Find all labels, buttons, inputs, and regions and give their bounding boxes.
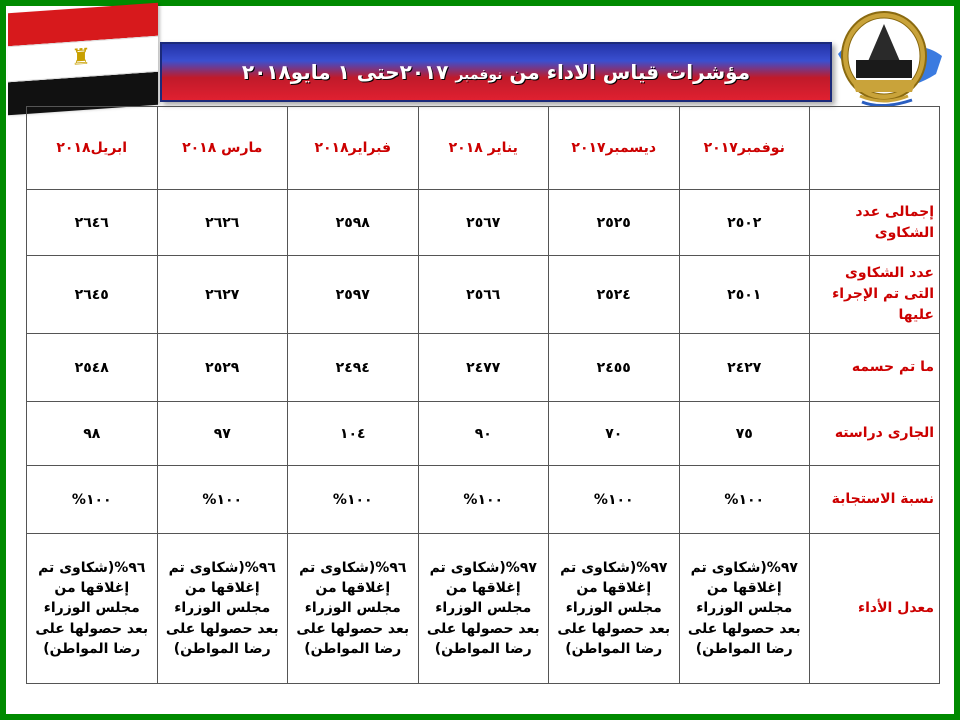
egypt-flag-image	[8, 3, 158, 113]
month-header: نوفمبر٢٠١٧	[679, 107, 810, 190]
table-cell: ٩٨	[27, 402, 158, 466]
table-cell: ٩٧%(شكاوى تم إغلاقها من مجلس الوزراء بعد حصولها على رضا المواطن)	[679, 534, 810, 684]
row-label: عدد الشكاوى التى تم الإجراء عليها	[810, 256, 940, 334]
table-cell: ١٠٠%	[288, 466, 419, 534]
month-header: ابريل٢٠١٨	[27, 107, 158, 190]
table-cell: ٩٧%(شكاوى تم إغلاقها من مجلس الوزراء بعد حصولها على رضا المواطن)	[418, 534, 549, 684]
table-cell: ١٠٠%	[418, 466, 549, 534]
table-cell: ٩٦%(شكاوى تم إغلاقها من مجلس الوزراء بعد حصولها على رضا المواطن)	[288, 534, 419, 684]
table-row-response-rate	[27, 466, 940, 534]
row-label: نسبة الاستجابة	[810, 466, 940, 534]
table-cell: ٩٦%(شكاوى تم إغلاقها من مجلس الوزراء بعد حصولها على رضا المواطن)	[27, 534, 158, 684]
performance-table	[26, 106, 940, 684]
governorate-logo-graphic	[832, 10, 946, 110]
table-cell: ٢٤٧٧	[418, 334, 549, 402]
page-title	[242, 60, 750, 84]
row-label: إجمالى عدد الشكاوى	[810, 190, 940, 256]
table-cell: ٢٥٩٨	[288, 190, 419, 256]
table-cell: ٢٥٢٥	[549, 190, 680, 256]
table-row-total-complaints	[27, 190, 940, 256]
month-header: مارس ٢٠١٨	[157, 107, 288, 190]
table-cell: ١٠٠%	[679, 466, 810, 534]
table-cell: ٢٤٥٥	[549, 334, 680, 402]
title-banner	[160, 42, 832, 102]
table-row-in-study	[27, 402, 940, 466]
table-cell: ٩٧	[157, 402, 288, 466]
month-header: ديسمبر٢٠١٧	[549, 107, 680, 190]
month-header: يناير ٢٠١٨	[418, 107, 549, 190]
table-cell: ٢٦٢٦	[157, 190, 288, 256]
table-cell: ٢٥٦٧	[418, 190, 549, 256]
table-cell: ١٠٠%	[27, 466, 158, 534]
table-cell: ١٠٠%	[157, 466, 288, 534]
title-part2: نوفمبر	[455, 67, 503, 83]
governorate-logo	[832, 10, 946, 110]
table-cell: ٢٥٢٩	[157, 334, 288, 402]
table-row-resolved	[27, 334, 940, 402]
title-part3: ٢٠١٧حتى ١ مايو٢٠١٨	[241, 60, 456, 84]
table-cell: ٢٤٩٤	[288, 334, 419, 402]
table-cell: ٧٠	[549, 402, 680, 466]
row-label: الجارى دراسته	[810, 402, 940, 466]
table-cell: ٢٦٤٥	[27, 256, 158, 334]
table-cell: ٩٧%(شكاوى تم إغلاقها من مجلس الوزراء بعد حصولها على رضا المواطن)	[549, 534, 680, 684]
table-cell: ٢٥٤٨	[27, 334, 158, 402]
table-cell: ١٠٤	[288, 402, 419, 466]
row-label: ما تم حسمه	[810, 334, 940, 402]
corner-cell	[810, 107, 940, 190]
table-cell: ٢٥٩٧	[288, 256, 419, 334]
table-cell: ١٠٠%	[549, 466, 680, 534]
title-part1: مؤشرات قياس الاداء من	[502, 60, 751, 84]
table-cell: ٩٠	[418, 402, 549, 466]
table-cell: ٢٥٠١	[679, 256, 810, 334]
table-cell: ٩٦%(شكاوى تم إغلاقها من مجلس الوزراء بعد حصولها على رضا المواطن)	[157, 534, 288, 684]
table-cell: ٧٥	[679, 402, 810, 466]
table-header-row	[27, 107, 940, 190]
table-cell: ٢٥٢٤	[549, 256, 680, 334]
table-cell: ٢٤٢٧	[679, 334, 810, 402]
row-label: معدل الأداء	[810, 534, 940, 684]
month-header: فبراير٢٠١٨	[288, 107, 419, 190]
eagle-icon: ♜	[71, 44, 91, 72]
table-cell: ٢٦٤٦	[27, 190, 158, 256]
table-cell: ٢٥٠٢	[679, 190, 810, 256]
table-cell: ٢٥٦٦	[418, 256, 549, 334]
table-row-performance-rate	[27, 534, 940, 684]
table-row-processed	[27, 256, 940, 334]
table-cell: ٢٦٢٧	[157, 256, 288, 334]
